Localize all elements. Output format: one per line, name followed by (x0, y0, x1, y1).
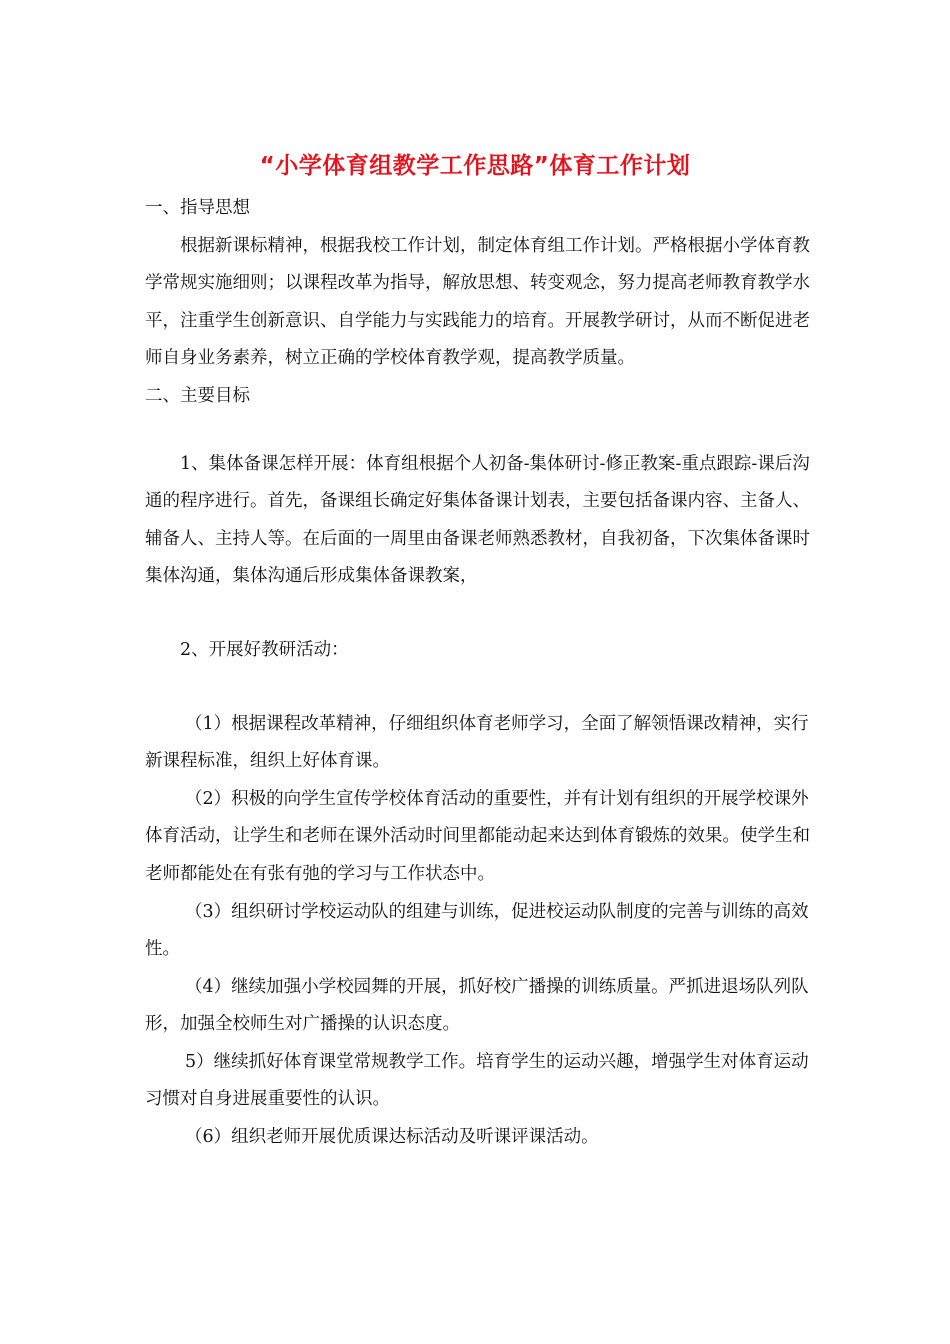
item-teaching-research: 2、开展好教研活动： (180, 639, 349, 660)
spacer (145, 596, 815, 632)
sub-item-6: （6）组织老师开展优质课达标活动及听课评课活动。 (185, 1127, 599, 1148)
item-collective-lesson-prep: 1、集体备课怎样开展：体育组根据个人初备-集体研讨-修正教案-重点跟踪-课后沟通的程序进行。首先，备课组长确定好集体备课计划表，主要包括备课内容、主备人、辅备人、主持人等。在后面的一周里由备课老师熟悉教材，自我初备，下次集体备课时集体沟通，集体沟通后形成集体备课教案， (145, 453, 810, 587)
document-title: “小学体育组教学工作思路”体育工作计划 (259, 153, 691, 179)
sub-item-3: （3）组织研讨学校运动队的组建与训练，促进校运动队制度的完善与训练的高效性。 (145, 901, 809, 960)
sub-item-1: （1）根据课程改革精神，仔细组织体育老师学习，全面了解领悟课改精神，实行新课程标准，组织上好体育课。 (145, 713, 809, 772)
sub-item-4: （4）继续加强小学校园舞的开展，抓好校广播操的训练质量。严抓进退场队列队形，加强全校师生对广播操的认识态度。 (145, 976, 809, 1035)
sub-item-5: 5）继续抓好体育课堂常规教学工作。培育学生的运动兴趣，增强学生对体育运动习惯对自身进展重要性的认识。 (145, 1051, 809, 1110)
document-body (145, 190, 815, 1157)
section-heading-guiding-ideology: 一、指导思想 (145, 198, 250, 218)
spacer (145, 416, 815, 446)
spacer (145, 670, 815, 706)
paragraph-guiding-ideology: 根据新课标精神，根据我校工作计划，制定体育组工作计划。严格根据小学体育教学常规实施细则；以课程改革为指导，解放思想、转变观念，努力提高老师教育教学水平，注重学生创新意识、自学能力与实践能力的培育。开展教学研讨，从而不断促进老师自身业务素养，树立正确的学校体育教学观，提高教学质量。 (145, 235, 810, 369)
section-heading-main-goals: 二、主要目标 (145, 385, 250, 406)
sub-item-2: （2）积极的向学生宣传学校体育活动的重要性，并有计划有组织的开展学校课外体育活动，让学生和老师在课外活动时间里都能动起来达到体育锻炼的效果。使学生和老师都能处在有张有弛的学习与工作状态中。 (145, 788, 810, 884)
